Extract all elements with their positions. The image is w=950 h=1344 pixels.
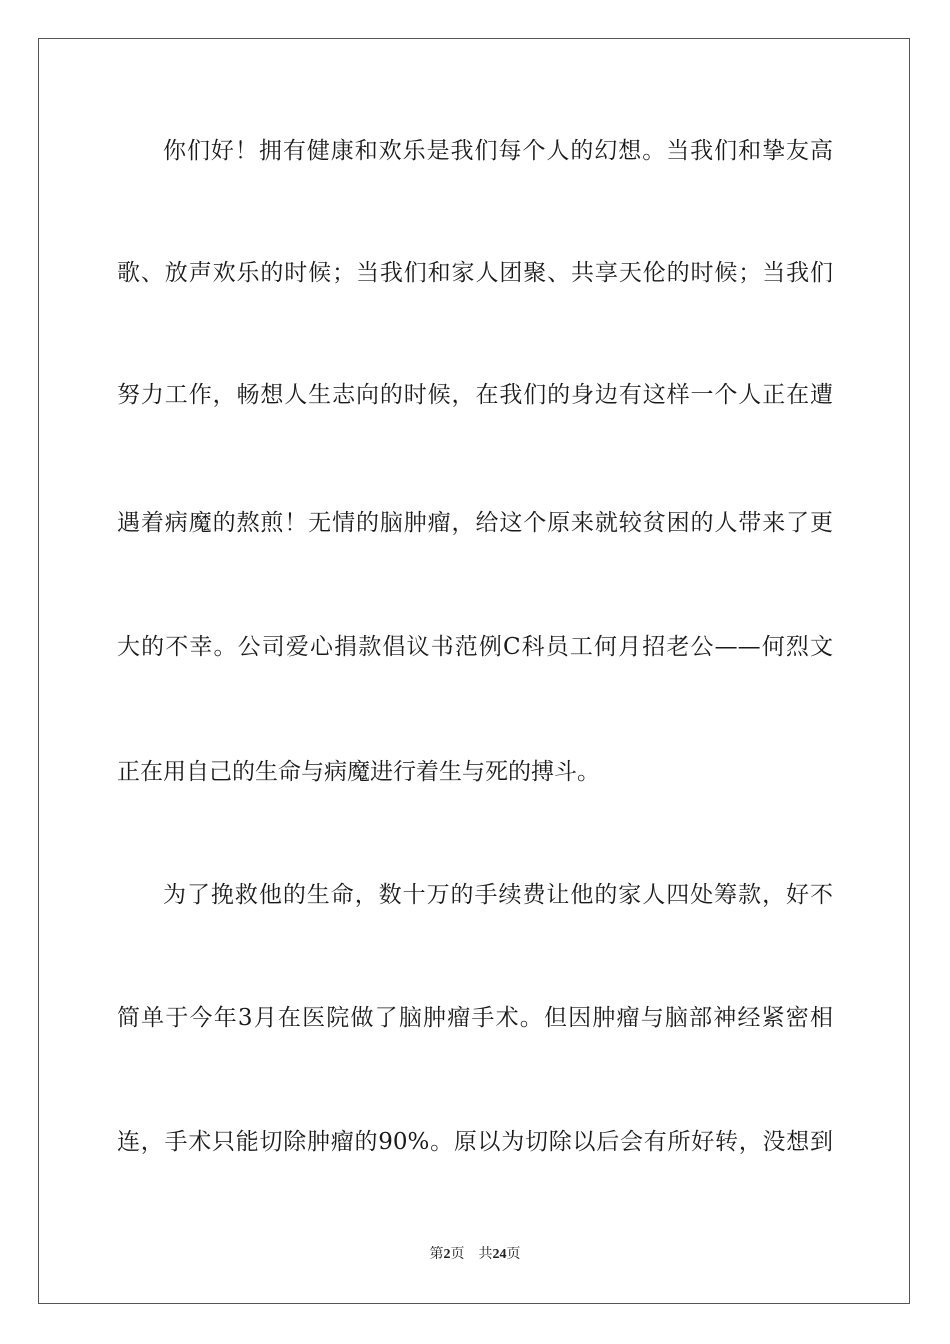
footer-total-prefix: 共 xyxy=(478,1247,493,1262)
paragraph-2-line-1: 为了挽救他的生命，数十万的手续费让他的家人四处筹款，好不 xyxy=(163,882,833,908)
paragraph-1-line-1: 你们好！拥有健康和欢乐是我们每个人的幻想。当我们和挚友高 xyxy=(163,138,833,164)
footer-total-suffix: 页 xyxy=(506,1247,521,1262)
paragraph-1-line-4: 遇着病魔的熬煎！无情的脑肿瘤，给这个原来就较贫困的人带来了更 xyxy=(117,510,833,536)
paragraph-1-line-5: 大的不幸。公司爱心捐款倡议书范例C科员工何月招老公——何烈文 xyxy=(117,634,833,660)
footer-page-suffix: 页 xyxy=(450,1247,465,1262)
page-footer xyxy=(0,1245,950,1265)
paragraph-1-line-6: 正在用自己的生命与病魔进行着生与死的搏斗。 xyxy=(117,759,600,785)
paragraph-1-line-2: 歌、放声欢乐的时候；当我们和家人团聚、共享天伦的时候；当我们 xyxy=(117,260,833,286)
footer-page-current: 2 xyxy=(443,1247,451,1262)
page-border xyxy=(38,38,910,1304)
paragraph-2-line-2: 简单于今年3月在医院做了脑肿瘤手术。但因肿瘤与脑部神经紧密相 xyxy=(117,1005,833,1031)
paragraph-1-line-3: 努力工作，畅想人生志向的时候，在我们的身边有这样一个人正在遭 xyxy=(117,382,833,408)
paragraph-2-line-3: 连，手术只能切除肿瘤的90%。原以为切除以后会有所好转，没想到 xyxy=(117,1129,833,1155)
footer-page-total: 24 xyxy=(492,1247,507,1262)
footer-page-prefix: 第 xyxy=(429,1247,444,1262)
